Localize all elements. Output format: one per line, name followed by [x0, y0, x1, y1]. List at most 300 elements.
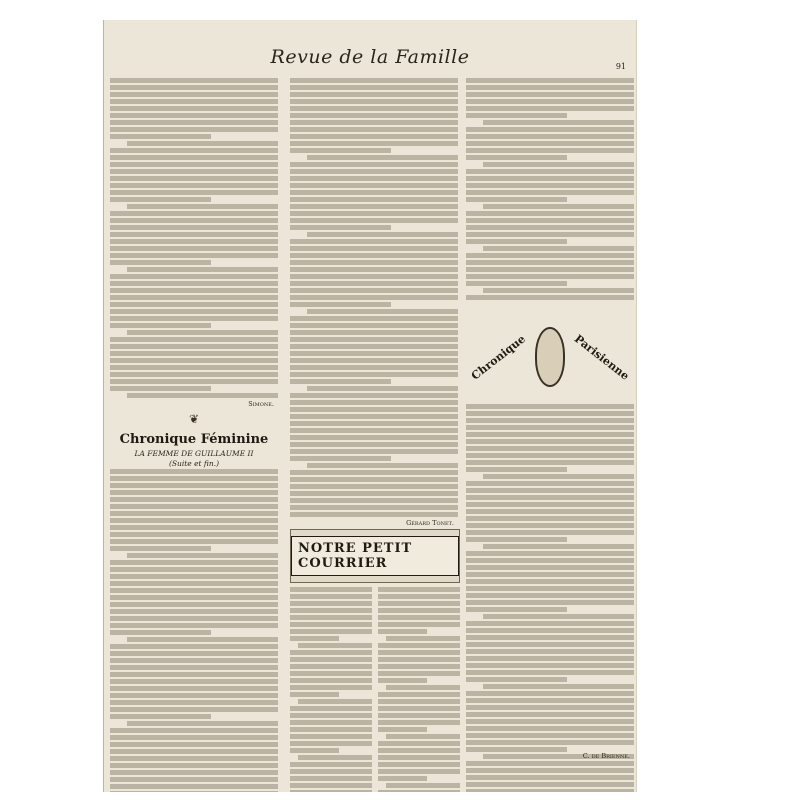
- text-line: [290, 512, 458, 517]
- text-line: [110, 686, 278, 691]
- banner-word-left: Chronique: [468, 331, 528, 383]
- text-line: [110, 749, 278, 754]
- text-line: [290, 713, 372, 718]
- text-line: [110, 532, 278, 537]
- text-line: [290, 706, 372, 711]
- text-line: [110, 218, 278, 223]
- text-line: [110, 365, 278, 370]
- text-line: [298, 643, 372, 648]
- text-line: [466, 78, 634, 83]
- text-line: [110, 560, 278, 565]
- text-line: [290, 141, 458, 146]
- text-line: [466, 677, 567, 682]
- text-line: [466, 141, 634, 146]
- text-line: [110, 281, 278, 286]
- text-line: [307, 309, 458, 314]
- text-line: [466, 190, 634, 195]
- text-line: [110, 344, 278, 349]
- text-line: [110, 588, 278, 593]
- text-line: [110, 211, 278, 216]
- text-line: [378, 594, 460, 599]
- courrier-block: [290, 525, 460, 792]
- column-3: [466, 78, 634, 302]
- text-line: [466, 155, 567, 160]
- text-line: [466, 225, 634, 230]
- text-line: [290, 302, 391, 307]
- text-line: [466, 586, 634, 591]
- text-line: [290, 769, 372, 774]
- text-line: [466, 642, 634, 647]
- text-line: [290, 498, 458, 503]
- text-line: [110, 581, 278, 586]
- text-line: [466, 593, 634, 598]
- text-line: [466, 267, 634, 272]
- text-line: [110, 337, 278, 342]
- text-line: [378, 622, 460, 627]
- masthead-title: Revue de la Famille: [270, 46, 470, 68]
- text-line: [307, 155, 458, 160]
- text-line: [307, 386, 458, 391]
- text-line: [290, 449, 458, 454]
- text-line: [290, 78, 458, 83]
- text-line: [290, 267, 458, 272]
- signature: Gérard Tonet.: [406, 519, 454, 527]
- column-3-footer: [466, 750, 634, 764]
- text-line: [466, 106, 634, 111]
- magazine-page: [103, 20, 637, 792]
- text-line: [466, 530, 634, 535]
- text-line: [378, 727, 427, 732]
- text-line: [483, 614, 634, 619]
- text-line: [110, 518, 278, 523]
- text-line: [110, 616, 278, 621]
- text-line: [110, 316, 278, 321]
- text-line: [290, 435, 458, 440]
- text-line: [466, 691, 634, 696]
- text-line: [110, 469, 278, 474]
- text-line: [110, 323, 211, 328]
- text-line: [290, 358, 458, 363]
- text-line: [290, 190, 458, 195]
- text-line: [466, 281, 567, 286]
- text-line: [290, 393, 458, 398]
- text-line: [290, 629, 372, 634]
- text-line: [110, 756, 278, 761]
- text-line: [110, 295, 278, 300]
- text-line: [110, 113, 278, 118]
- text-line: [378, 650, 460, 655]
- text-line: [110, 246, 278, 251]
- text-line: [110, 707, 278, 712]
- text-line: [466, 253, 634, 258]
- text-line: [110, 714, 211, 719]
- text-line: [110, 497, 278, 502]
- text-line: [290, 120, 458, 125]
- text-line: [127, 553, 278, 558]
- text-line: [466, 411, 634, 416]
- text-line: [483, 288, 634, 293]
- text-line: [110, 602, 278, 607]
- text-line: [290, 720, 372, 725]
- text-line: [466, 705, 634, 710]
- text-line: [466, 782, 634, 787]
- article-text-block: [466, 404, 634, 792]
- text-line: [378, 615, 460, 620]
- text-line: [466, 572, 634, 577]
- text-line: [290, 587, 372, 592]
- text-line: [378, 720, 460, 725]
- text-line: [290, 636, 339, 641]
- text-line: [466, 628, 634, 633]
- text-line: [378, 748, 460, 753]
- text-line: [110, 386, 211, 391]
- text-line: [466, 565, 634, 570]
- text-line: [110, 148, 278, 153]
- text-line: [290, 671, 372, 676]
- text-line: [466, 432, 634, 437]
- text-line: [466, 481, 634, 486]
- text-line: [110, 372, 278, 377]
- text-line: [466, 85, 634, 90]
- text-line: [110, 609, 278, 614]
- text-line: [290, 169, 458, 174]
- text-line: [386, 636, 460, 641]
- text-line: [290, 748, 339, 753]
- text-line: [127, 637, 278, 642]
- text-line: [110, 672, 278, 677]
- text-line: [290, 727, 372, 732]
- section-title-chronique-feminine: Chronique Féminine: [119, 432, 269, 447]
- text-line: [290, 622, 372, 627]
- text-line: [466, 775, 634, 780]
- text-line: [110, 190, 278, 195]
- text-line: [386, 783, 460, 788]
- article-text-block: [466, 78, 634, 300]
- text-line: [466, 649, 634, 654]
- text-line: [290, 85, 458, 90]
- column-2: [290, 78, 458, 531]
- text-line: [110, 630, 211, 635]
- text-line: [110, 134, 211, 139]
- text-line: [290, 790, 372, 792]
- text-line: [290, 470, 458, 475]
- text-line: [466, 232, 634, 237]
- text-line: [466, 670, 634, 675]
- article-text-block: [110, 78, 278, 398]
- text-line: [378, 692, 460, 697]
- text-line: [290, 204, 458, 209]
- text-line: [110, 539, 278, 544]
- text-line: [466, 726, 634, 731]
- text-line: [127, 330, 278, 335]
- text-line: [290, 239, 458, 244]
- text-line: [466, 169, 634, 174]
- text-line: [466, 551, 634, 556]
- text-line: [290, 421, 458, 426]
- text-line: [110, 595, 278, 600]
- text-line: [290, 183, 458, 188]
- text-line: [110, 274, 278, 279]
- text-line: [110, 511, 278, 516]
- chronique-parisienne-banner: [466, 314, 634, 400]
- text-line: [290, 650, 372, 655]
- text-line: [110, 379, 278, 384]
- text-line: [466, 425, 634, 430]
- text-line: [110, 665, 278, 670]
- text-line: [290, 253, 458, 258]
- text-line: [466, 789, 634, 792]
- text-line: [466, 453, 634, 458]
- text-line: [290, 365, 458, 370]
- text-line: [127, 393, 278, 398]
- text-line: [290, 260, 458, 265]
- text-line: [110, 358, 278, 363]
- text-line: [110, 197, 211, 202]
- text-line: [290, 316, 458, 321]
- text-line: [290, 330, 458, 335]
- text-line: [127, 141, 278, 146]
- text-line: [110, 763, 278, 768]
- text-line: [378, 671, 460, 676]
- text-line: [466, 274, 634, 279]
- text-line: [290, 295, 458, 300]
- text-line: [290, 246, 458, 251]
- text-line: [466, 446, 634, 451]
- text-line: [290, 106, 458, 111]
- text-line: [110, 777, 278, 782]
- text-line: [290, 351, 458, 356]
- text-line: [110, 162, 278, 167]
- text-line: [483, 544, 634, 549]
- text-line: [483, 474, 634, 479]
- text-line: [110, 155, 278, 160]
- text-line: [466, 295, 634, 300]
- text-line: [290, 678, 372, 683]
- text-line: [290, 615, 372, 620]
- text-line: [466, 113, 567, 118]
- text-line: [290, 99, 458, 104]
- text-line: [466, 439, 634, 444]
- text-line: [378, 587, 460, 592]
- text-line: [110, 483, 278, 488]
- text-line: [290, 281, 458, 286]
- text-line: [290, 288, 458, 293]
- text-line: [110, 658, 278, 663]
- text-line: [466, 523, 634, 528]
- text-line: [466, 600, 634, 605]
- text-line: [127, 267, 278, 272]
- text-line: [290, 491, 458, 496]
- notre-petit-courrier-banner: [290, 529, 460, 583]
- text-line: [110, 567, 278, 572]
- text-line: [290, 783, 372, 788]
- text-line: [110, 239, 278, 244]
- text-line: [466, 260, 634, 265]
- text-line: [290, 428, 458, 433]
- banner-word-right: Parisienne: [571, 331, 632, 383]
- section-note: (Suite et fin.): [168, 459, 220, 468]
- text-line: [466, 663, 634, 668]
- text-line: [466, 197, 567, 202]
- text-line: [466, 579, 634, 584]
- text-line: [110, 700, 278, 705]
- text-line: [466, 218, 634, 223]
- courrier-text-left: [290, 587, 372, 792]
- text-line: [290, 225, 391, 230]
- text-line: [110, 288, 278, 293]
- text-line: [290, 148, 391, 153]
- text-line: [466, 404, 634, 409]
- text-line: [110, 106, 278, 111]
- text-line: [466, 656, 634, 661]
- section-subtitle: LA FEMME DE GUILLAUME II: [134, 449, 254, 458]
- text-line: [378, 790, 460, 792]
- text-line: [466, 99, 634, 104]
- text-line: [386, 685, 460, 690]
- text-line: [110, 302, 278, 307]
- text-line: [290, 657, 372, 662]
- text-line: [110, 784, 278, 789]
- text-line: [290, 134, 458, 139]
- text-line: [466, 502, 634, 507]
- text-line: [466, 712, 634, 717]
- chronique-parisienne-block: [466, 310, 634, 792]
- text-line: [110, 476, 278, 481]
- text-line: [110, 120, 278, 125]
- text-line: [290, 407, 458, 412]
- text-line: [110, 651, 278, 656]
- text-line: [110, 85, 278, 90]
- text-line: [290, 400, 458, 405]
- text-line: [378, 713, 460, 718]
- medallion-icon: [535, 327, 565, 387]
- text-line: [290, 741, 372, 746]
- text-line: [290, 218, 458, 223]
- text-line: [378, 706, 460, 711]
- text-line: [290, 484, 458, 489]
- text-line: [466, 495, 634, 500]
- text-line: [110, 504, 278, 509]
- text-line: [290, 685, 372, 690]
- text-line: [290, 734, 372, 739]
- text-line: [378, 741, 460, 746]
- text-line: [110, 176, 278, 181]
- courrier-text-right: [378, 587, 460, 792]
- text-line: [483, 204, 634, 209]
- column-1: [110, 78, 278, 792]
- text-line: [290, 608, 372, 613]
- text-line: [290, 372, 458, 377]
- text-line: [290, 379, 391, 384]
- text-line: [290, 211, 458, 216]
- text-line: [290, 127, 458, 132]
- text-line: [110, 644, 278, 649]
- text-line: [110, 693, 278, 698]
- text-line: [307, 463, 458, 468]
- page-number: 91: [615, 62, 626, 71]
- text-line: [466, 183, 634, 188]
- text-line: [290, 594, 372, 599]
- signature: Simone.: [248, 400, 274, 408]
- text-line: [307, 232, 458, 237]
- text-line: [110, 735, 278, 740]
- text-line: [110, 225, 278, 230]
- text-line: [110, 99, 278, 104]
- text-line: [298, 755, 372, 760]
- text-line: [290, 776, 372, 781]
- text-line: [466, 239, 567, 244]
- text-line: [466, 621, 634, 626]
- text-line: [290, 176, 458, 181]
- text-line: [110, 78, 278, 83]
- text-line: [110, 525, 278, 530]
- text-line: [110, 253, 278, 258]
- text-line: [290, 692, 339, 697]
- text-line: [290, 197, 458, 202]
- text-line: [110, 232, 278, 237]
- text-line: [290, 505, 458, 510]
- text-line: [483, 162, 634, 167]
- text-line: [110, 728, 278, 733]
- text-line: [466, 176, 634, 181]
- text-line: [466, 516, 634, 521]
- text-line: [110, 791, 278, 792]
- text-line: [378, 629, 427, 634]
- text-line: [290, 92, 458, 97]
- text-line: [378, 776, 427, 781]
- text-line: [466, 127, 634, 132]
- text-line: [378, 601, 460, 606]
- text-line: [466, 418, 634, 423]
- text-line: [290, 442, 458, 447]
- text-line: [378, 769, 460, 774]
- text-line: [466, 740, 634, 745]
- text-line: [110, 742, 278, 747]
- text-line: [466, 92, 634, 97]
- text-line: [290, 113, 458, 118]
- text-line: [110, 127, 278, 132]
- ornament-icon: ❦: [188, 412, 200, 426]
- text-line: [386, 734, 460, 739]
- text-line: [378, 762, 460, 767]
- text-line: [466, 211, 634, 216]
- text-line: [110, 309, 278, 314]
- text-line: [466, 488, 634, 493]
- text-line: [466, 768, 634, 773]
- text-line: [466, 733, 634, 738]
- signature: C. de Brienne.: [582, 752, 630, 760]
- text-line: [127, 204, 278, 209]
- text-line: [466, 698, 634, 703]
- text-line: [378, 755, 460, 760]
- article-text-block: [290, 78, 458, 517]
- text-line: [466, 635, 634, 640]
- text-line: [110, 546, 211, 551]
- text-line: [290, 664, 372, 669]
- text-line: [466, 509, 634, 514]
- text-line: [466, 134, 634, 139]
- text-line: [466, 607, 567, 612]
- text-line: [110, 92, 278, 97]
- text-line: [110, 490, 278, 495]
- text-line: [110, 679, 278, 684]
- text-line: [378, 657, 460, 662]
- text-line: [290, 477, 458, 482]
- text-line: [110, 623, 278, 628]
- text-line: [290, 337, 458, 342]
- text-line: [290, 323, 458, 328]
- text-line: [466, 537, 567, 542]
